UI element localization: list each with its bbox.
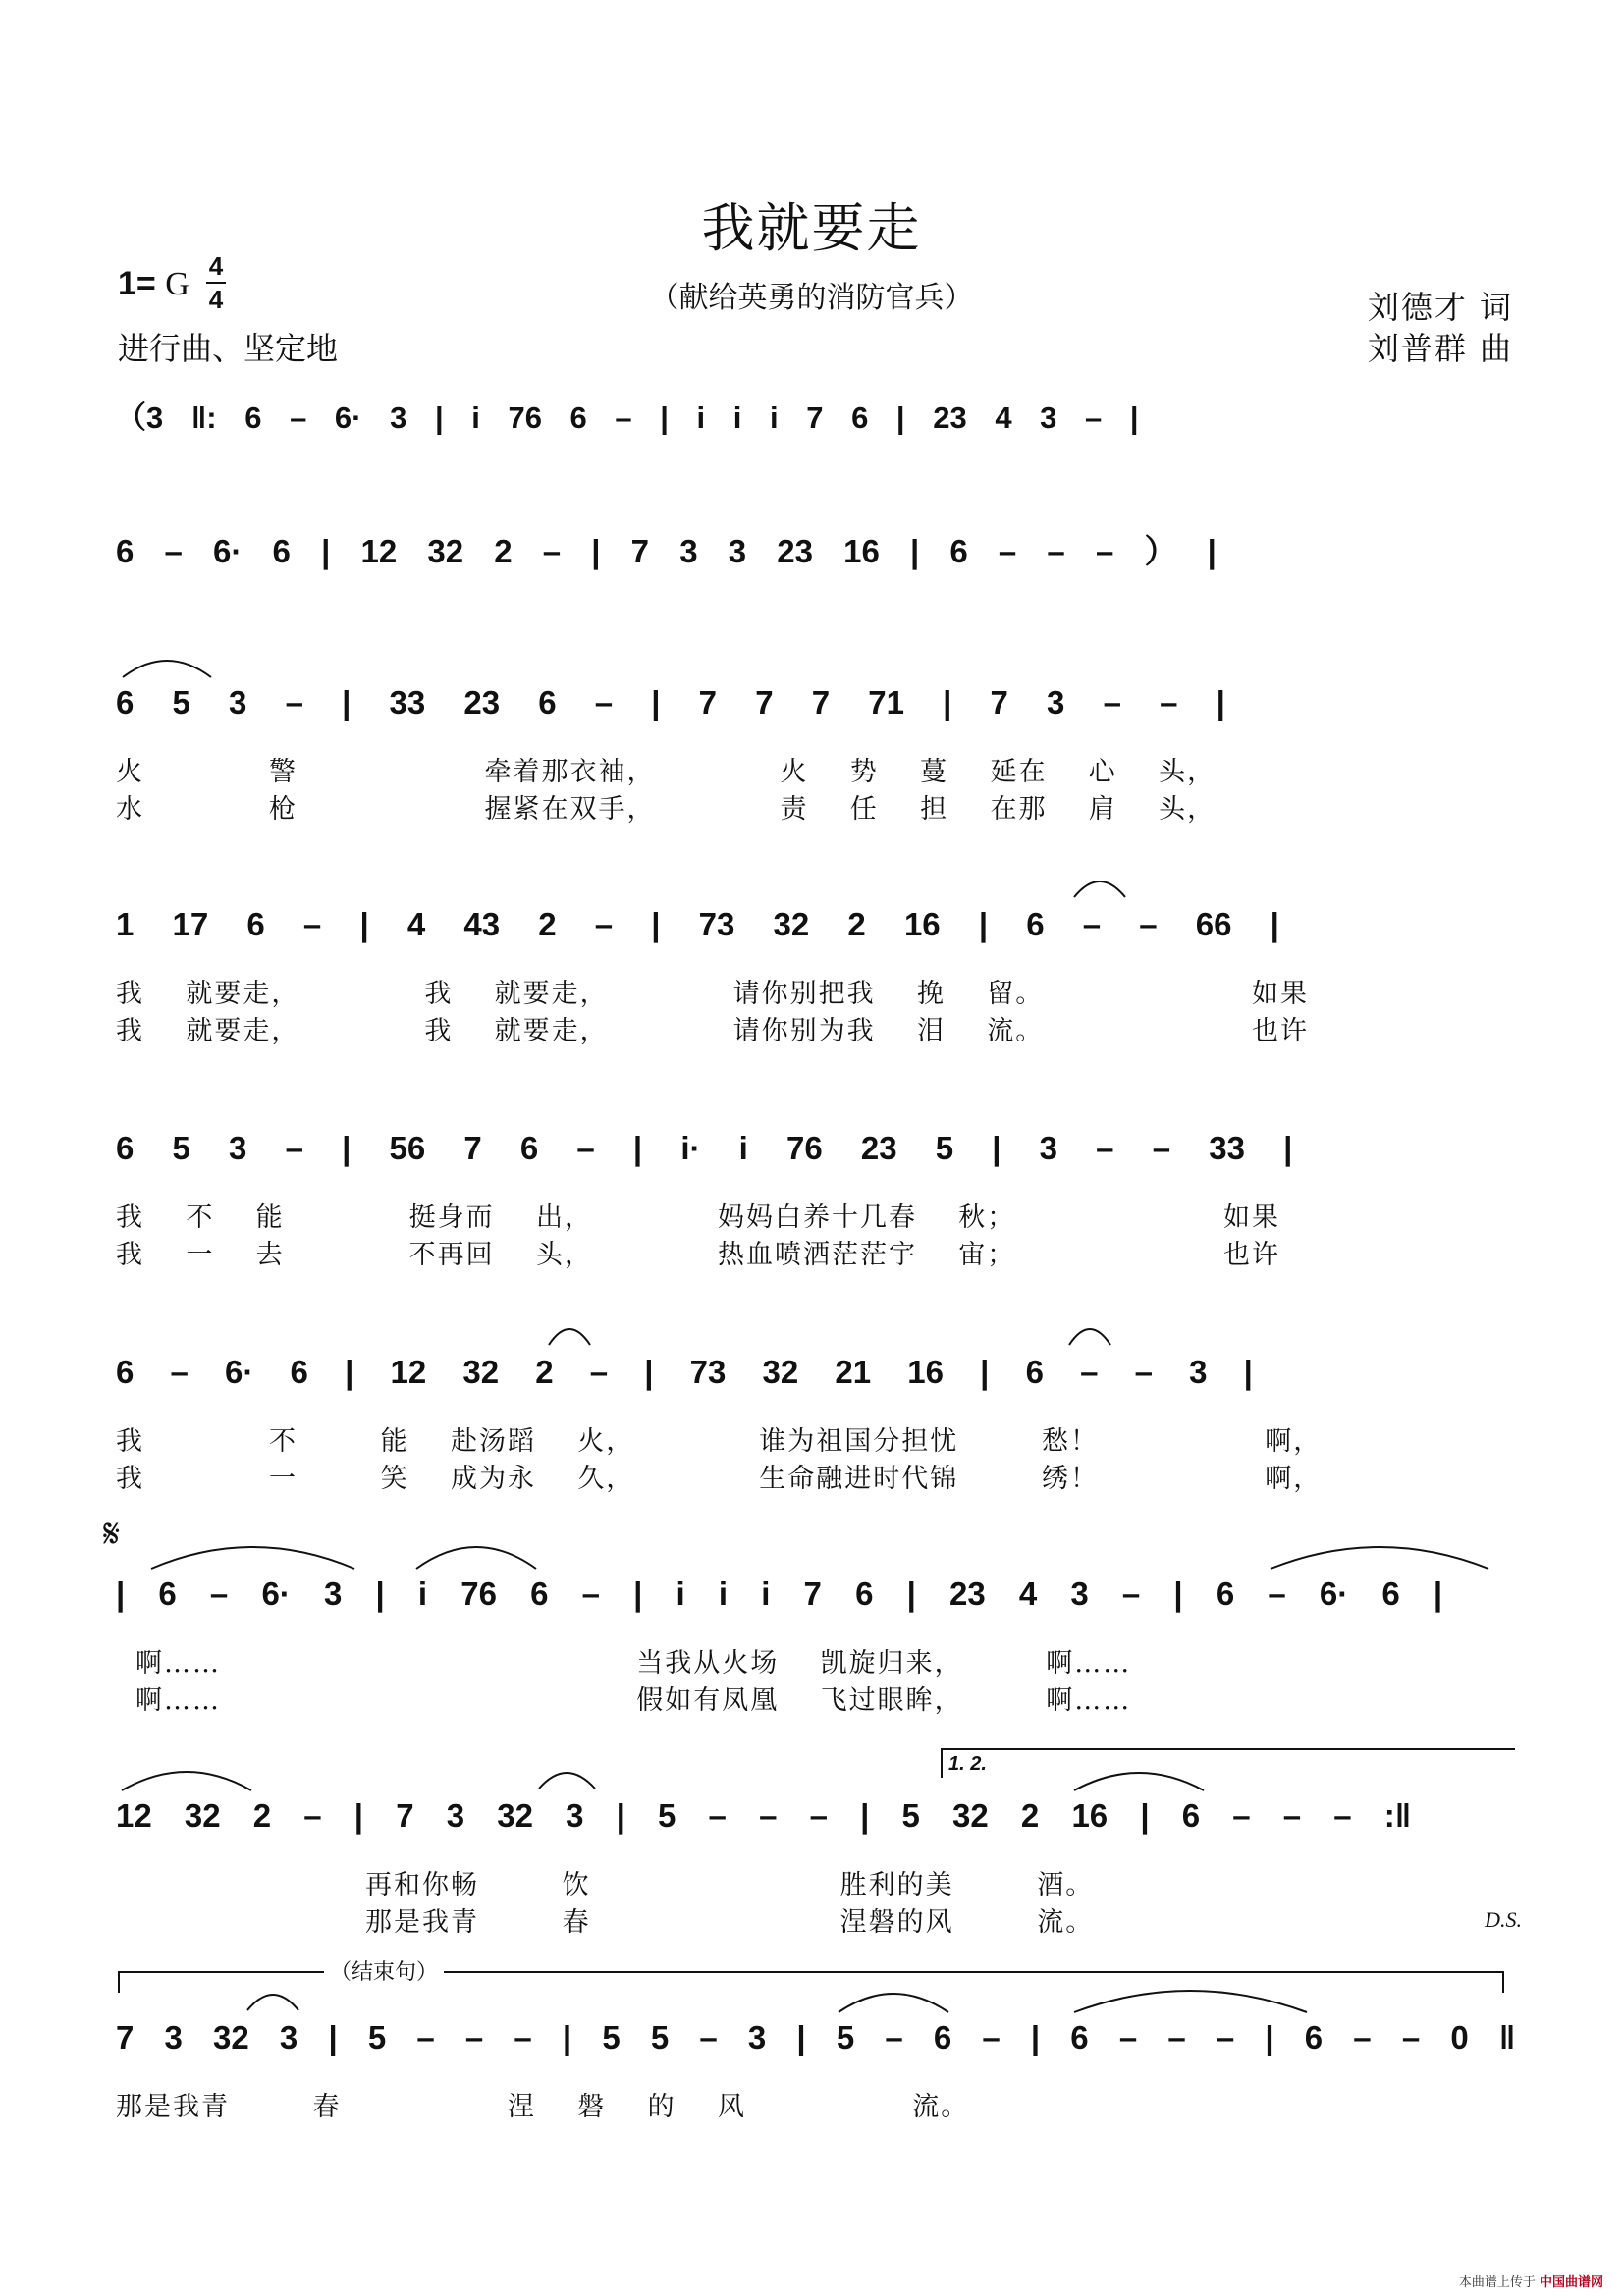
lyric-verse-2: 我 一 笑 成为永 久， 生命融进时代锦 绣！ 啊， (116, 1464, 1323, 1494)
footer-text: 本曲谱上传于 (1458, 2275, 1536, 2290)
time-signature (206, 253, 226, 312)
lyric-verse-1: 啊…… 当我从火场 凯旋归来， 啊…… (135, 1648, 1132, 1679)
tempo-marking: 进行曲、坚定地 (118, 330, 339, 367)
notation-line: 6 – 6· 6 | 12 32 2 – | 7 3 3 23 16 | 6 – – – ） | (116, 533, 1217, 569)
song-title: 我就要走 (701, 197, 922, 259)
lyric-verse-1: 再和你畅 饮 胜利的美 酒。 (116, 1870, 1095, 1900)
ending-bracket-right (1502, 1971, 1504, 1993)
lyric-verse-1: 我 不 能 挺身而 出， 妈妈白养十几春 秋； 如果 (116, 1202, 1280, 1233)
segno-sign: 𝄋 (103, 1512, 121, 1557)
volta-bracket-left (941, 1748, 943, 1778)
lyric-verse-2: 我 就要走， 我 就要走， 请你别为我 泪 流。 也许 (116, 1016, 1309, 1046)
ending-label: （结束句） (324, 1955, 444, 1986)
volta-bracket (941, 1748, 1515, 1750)
lyric-verse-2: 那是我青 春 涅磐的风 流。 (116, 1907, 1095, 1938)
lyricist-credit: 刘德才 词 (1367, 289, 1513, 326)
time-top: 4 (208, 251, 224, 281)
lyric-verse-1: 火 警 牵着那衣袖， 火 势 蔓 延在 心 头， (116, 757, 1217, 787)
lyric-verse-1: 那是我青 春 涅 磐 的 风 流。 (116, 2092, 970, 2122)
notation-line: 6 – 6· 6 | 12 32 2 – | 73 32 21 16 | 6 – – 3 | (116, 1354, 1253, 1390)
notation-line: 6 5 3 – | 56 7 6 – | i· i 76 23 5 | 3 – – 33 | (116, 1130, 1293, 1166)
footer-watermark (1459, 2271, 1603, 2290)
notation-line: 7 3 32 3 | 5 – – – | 5 5 – 3 | 5 – 6 – | 6 – – – | 6 – – 0 ‖ (116, 2019, 1516, 2056)
key-signature (118, 265, 189, 303)
notation-line: 1 17 6 – | 4 43 2 – | 73 32 2 16 | 6 – – 66 | (116, 906, 1279, 942)
lyric-verse-2: 水 枪 握紧在双手， 责 任 担 在那 肩 头， (116, 794, 1217, 825)
lyric-verse-2: 我 一 去 不再回 头， 热血喷洒茫茫宇 宙； 也许 (116, 1240, 1280, 1270)
song-subtitle: （献给英勇的消防官兵） (649, 281, 974, 315)
ds-marking: D.S. (1485, 1907, 1522, 1932)
notation-line: | 6 – 6· 3 | i 76 6 – | i i i 7 6 | 23 4 3 – | 6 – 6· 6 | (116, 1575, 1443, 1612)
notation-line: 6 5 3 – | 33 23 6 – | 7 7 7 71 | 7 3 – – | (116, 684, 1225, 721)
lyric-verse-1: 我 就要走， 我 就要走， 请你别把我 挽 留。 如果 (116, 979, 1309, 1009)
footer-site: 中国曲谱网 (1539, 2275, 1603, 2290)
time-bottom: 4 (208, 285, 224, 314)
volta-label: 1. 2. (948, 1753, 987, 1775)
key-note: G (165, 266, 189, 302)
notation-line: 12 32 2 – | 7 3 32 3 | 5 – – – | 5 32 2 16 | 6 – – – :‖ (116, 1797, 1412, 1834)
ending-bracket-left (118, 1971, 120, 1993)
key-prefix: 1= (118, 265, 156, 302)
notation-line: （3 ‖: 6 – 6· 3 | i 76 6 – | i i i 7 6 | 23 4 3 – | (116, 400, 1139, 435)
lyric-verse-1: 我 不 能 赴汤蹈 火， 谁为祖国分担忧 愁！ 啊， (116, 1426, 1323, 1457)
lyric-verse-2: 啊…… 假如有凤凰 飞过眼眸， 啊…… (135, 1685, 1132, 1716)
composer-credit: 刘普群 曲 (1367, 330, 1513, 367)
